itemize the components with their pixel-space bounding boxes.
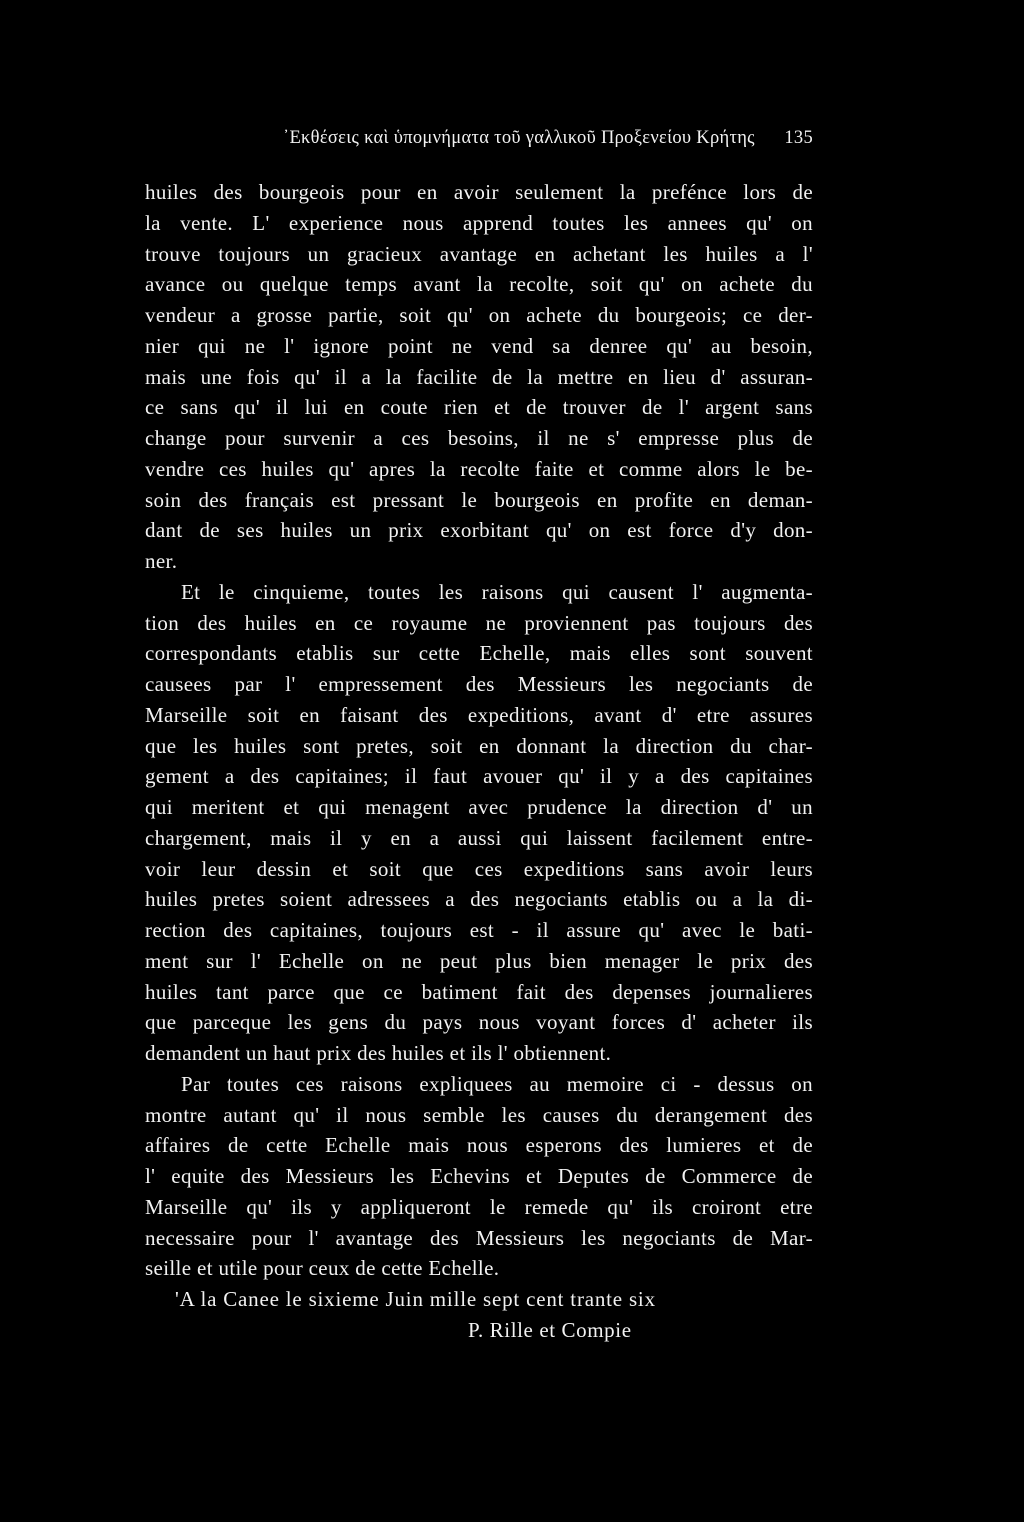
text-line: necessaire pour l' avantage des Messieurs les negociants de Mar-: [145, 1225, 813, 1250]
text-line: qui meritent et qui menagent avec prudence la direction d' un: [145, 795, 813, 819]
text-line: tion des huiles en ce royaume ne proviennent pas toujours des: [145, 610, 813, 635]
text-line: que parceque les gens du pays nous voyant forces d' acheter ils: [145, 1010, 813, 1035]
header-title: ᾿Εκθέσεις καὶ ὑπομνήματα τοῦ γαλλικοῦ Προξενείου Κρήτης: [283, 128, 755, 148]
text-line: change pour survenir a ces besoins, il ne s' empresse plus de: [145, 426, 813, 450]
text-line: soin des français est pressant le bourgeois en profite en deman-: [145, 487, 813, 512]
body-text: [145, 177, 813, 1346]
text-line: mais une fois qu' il a la facilite de la mettre en lieu d' assuran-: [145, 364, 813, 389]
text-line: chargement, mais il y en a aussi qui laissent facilement entre-: [145, 825, 813, 850]
text-line: rection des capitaines, toujours est - il assure qu' avec le bati-: [145, 918, 813, 942]
text-line: Marseille soit en faisant des expeditions, avant d' etre assures: [145, 702, 813, 727]
text-line: ment sur l' Echelle on ne peut plus bien menager le prix des: [145, 948, 813, 973]
text-line: avance ou quelque temps avant la recolte, soit qu' on achete du: [145, 272, 813, 297]
paragraph-start-line: Par toutes ces raisons expliquees au memoire ci - dessus on: [181, 1071, 813, 1096]
text-line: vendeur a grosse partie, soit qu' on achete du bourgeois; ce der-: [145, 303, 813, 327]
text-line: Marseille qu' ils y appliqueront le remede qu' ils croiront etre: [145, 1194, 813, 1219]
text-line: causees par l' empressement des Messieurs les negociants de: [145, 672, 813, 696]
text-line: l' equite des Messieurs les Echevins et Deputes de Commerce de: [145, 1164, 813, 1188]
text-line: la vente. L' experience nous apprend toutes les annees qu' on: [145, 210, 813, 235]
text-line: correspondants etablis sur cette Echelle, mais elles sont souvent: [145, 641, 813, 666]
text-line: vendre ces huiles qu' apres la recolte faite et comme alors le be-: [145, 456, 813, 481]
page-number: 135: [784, 128, 813, 148]
text-line: trouve toujours un gracieux avantage en achetant les huiles a l': [145, 241, 813, 266]
running-header: [283, 128, 813, 156]
text-line: nier qui ne l' ignore point ne vend sa denree qu' au besoin,: [145, 333, 813, 358]
text-line: que les huiles sont pretes, soit en donnant la direction du char-: [145, 733, 813, 758]
text-line: gement a des capitaines; il faut avouer qu' il y a des capitaines: [145, 764, 813, 789]
text-line: huiles des bourgeois pour en avoir seulement la prefénce lors de: [145, 180, 813, 204]
text-line: dant de ses huiles un prix exorbitant qu' on est force d'y don-: [145, 518, 813, 543]
signature-line: P. Rille et Compie: [468, 1317, 632, 1342]
text-line: ner.: [145, 549, 178, 573]
text-line: huiles tant parce que ce batiment fait des depenses journalieres: [145, 979, 813, 1004]
text-line: voir leur dessin et soit que ces expeditions sans avoir leurs: [145, 856, 813, 881]
date-line: 'A la Canee le sixieme Juin mille sept cent trante six: [175, 1287, 656, 1311]
text-line: ce sans qu' il lui en coute rien et de trouver de l' argent sans: [145, 395, 813, 420]
text-line: montre autant qu' il nous semble les causes du derangement des: [145, 1102, 813, 1127]
text-line: demandent un haut prix des huiles et ils l' obtiennent.: [145, 1041, 612, 1065]
text-line: seille et utile pour ceux de cette Echelle.: [145, 1256, 500, 1281]
text-line: affaires de cette Echelle mais nous esperons des lumieres et de: [145, 1133, 813, 1158]
text-line: huiles pretes soient adressees a des negociants etablis ou a la di-: [145, 887, 813, 912]
paragraph-start-line: Et le cinquieme, toutes les raisons qui causent l' augmenta-: [181, 579, 813, 604]
